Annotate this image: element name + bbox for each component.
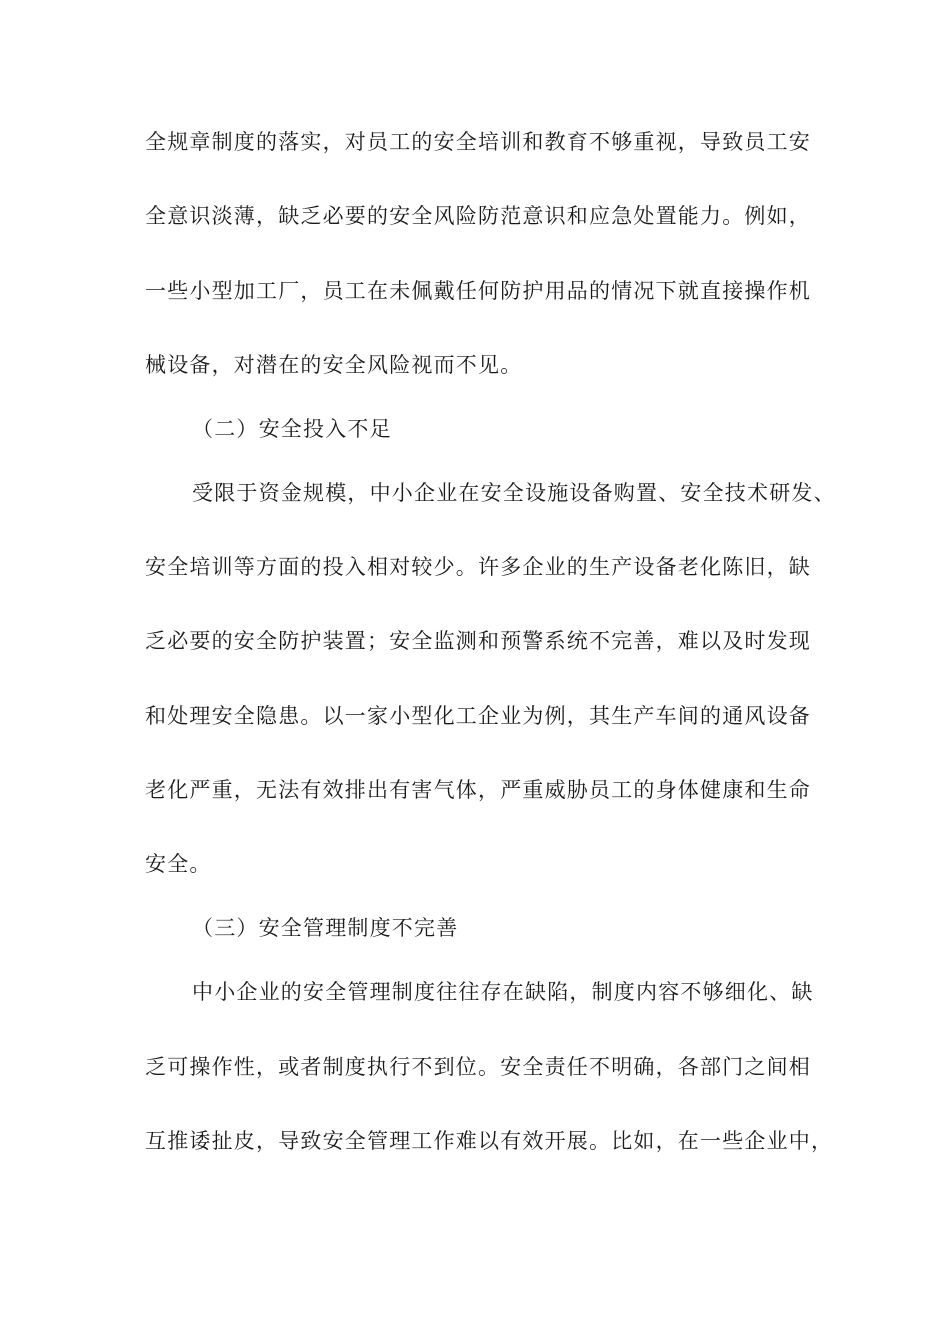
paragraph-line: 乏必要的安全防护装置；安全监测和预警系统不完善，难以及时发现: [145, 629, 811, 653]
paragraph-line: 中小企业的安全管理制度往往存在缺陷，制度内容不够细化、缺: [192, 980, 814, 1004]
paragraph-line: 乏可操作性，或者制度执行不到位。安全责任不明确，各部门之间相: [145, 1055, 811, 1079]
paragraph-line: 老化严重，无法有效排出有害气体，严重威胁员工的身体健康和生命: [145, 778, 811, 802]
paragraph-line: 安全。: [145, 852, 212, 876]
section-heading: （三）安全管理制度不完善: [192, 916, 459, 940]
paragraph-line: 互推诿扯皮，导致安全管理工作难以有效开展。比如，在一些企业中，: [145, 1129, 834, 1153]
paragraph-line: 安全培训等方面的投入相对较少。许多企业的生产设备老化陈旧，缺: [145, 555, 811, 579]
paragraph-line: 和处理安全隐患。以一家小型化工企业为例，其生产车间的通风设备: [145, 704, 811, 728]
paragraph-line: 械设备，对潜在的安全风险视而不见。: [145, 353, 523, 377]
section-heading: （二）安全投入不足: [192, 417, 392, 441]
paragraph-line: 全规章制度的落实，对员工的安全培训和教育不够重视，导致员工安: [145, 130, 811, 154]
paragraph-line: 一些小型加工厂，员工在未佩戴任何防护用品的情况下就直接操作机: [145, 279, 811, 303]
paragraph-line: 全意识淡薄，缺乏必要的安全风险防范意识和应急处置能力。例如，: [145, 204, 811, 228]
paragraph-line: 受限于资金规模，中小企业在安全设施设备购置、安全技术研发、: [192, 481, 836, 505]
